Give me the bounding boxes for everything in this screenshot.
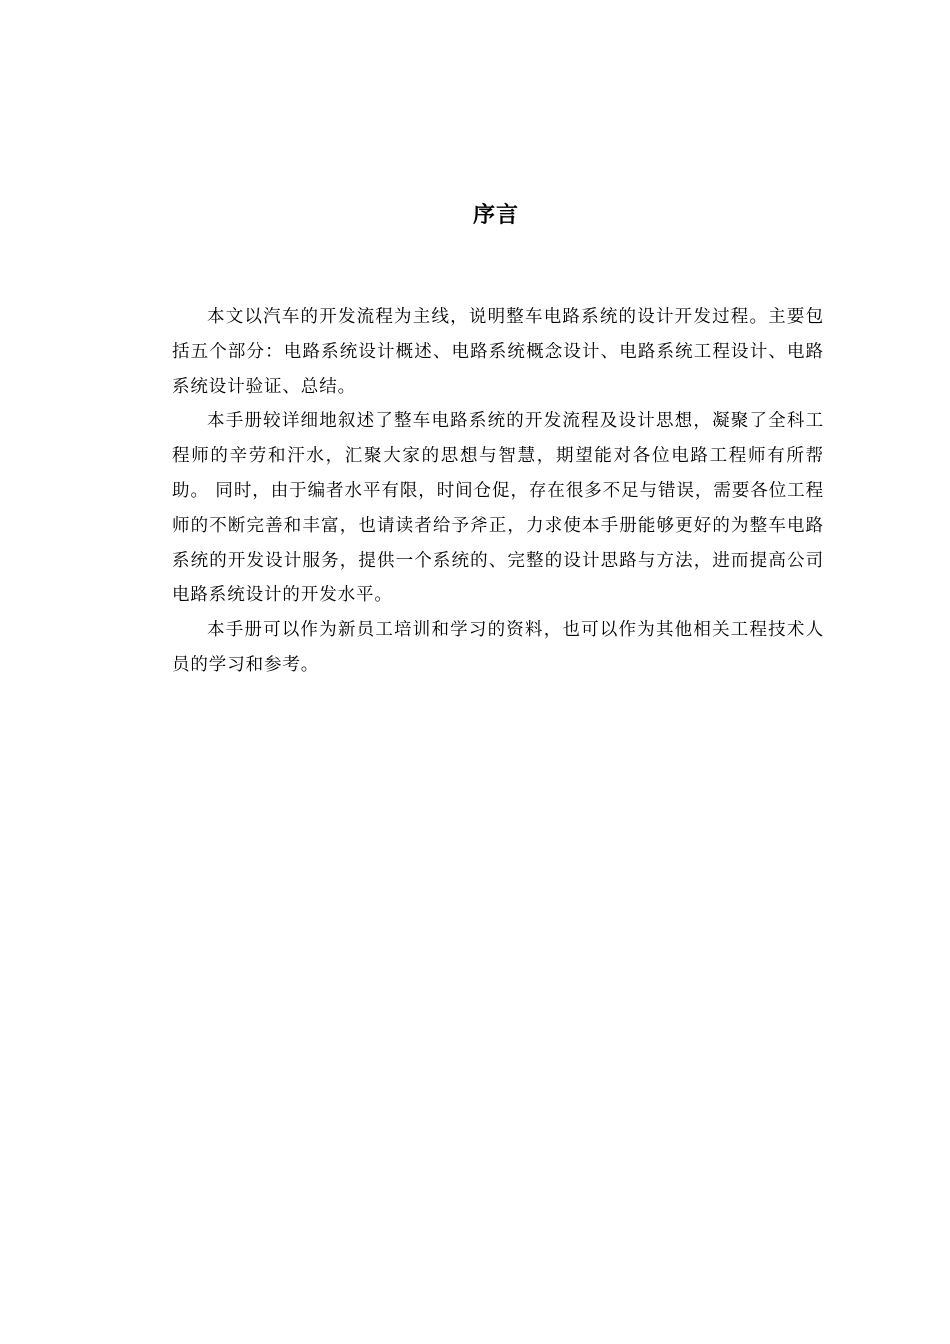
page-title: 序言 <box>472 203 519 228</box>
paragraph-1: 本文以汽车的开发流程为主线，说明整车电路系统的设计开发过程。主要包括五个部分：电路系统设计概述、电路系统概念设计、电路系统工程设计、电路系统设计验证、总结。 <box>172 307 824 397</box>
paragraph-3: 本手册可以作为新员工培训和学习的资料，也可以作为其他相关工程技术人员的学习和参考。 <box>172 620 824 675</box>
body-text <box>172 300 824 683</box>
paragraph-2: 本手册较详细地叙述了整车电路系统的开发流程及设计思想，凝聚了全科工程师的辛劳和汗水，汇聚大家的思想与智慧，期望能对各位电路工程师有所帮助。 同时，由于编者水平有限，时间仓促，存在很多不足与错误，需要各位工程师的不断完善和丰富，也请读者给予斧正，力求使本手册能够更好的为整车电路系统的开发设计服务，提供一个系统的、完整的设计思路与方法，进而提高公司电路系统设计的开发水平。 <box>172 411 824 606</box>
